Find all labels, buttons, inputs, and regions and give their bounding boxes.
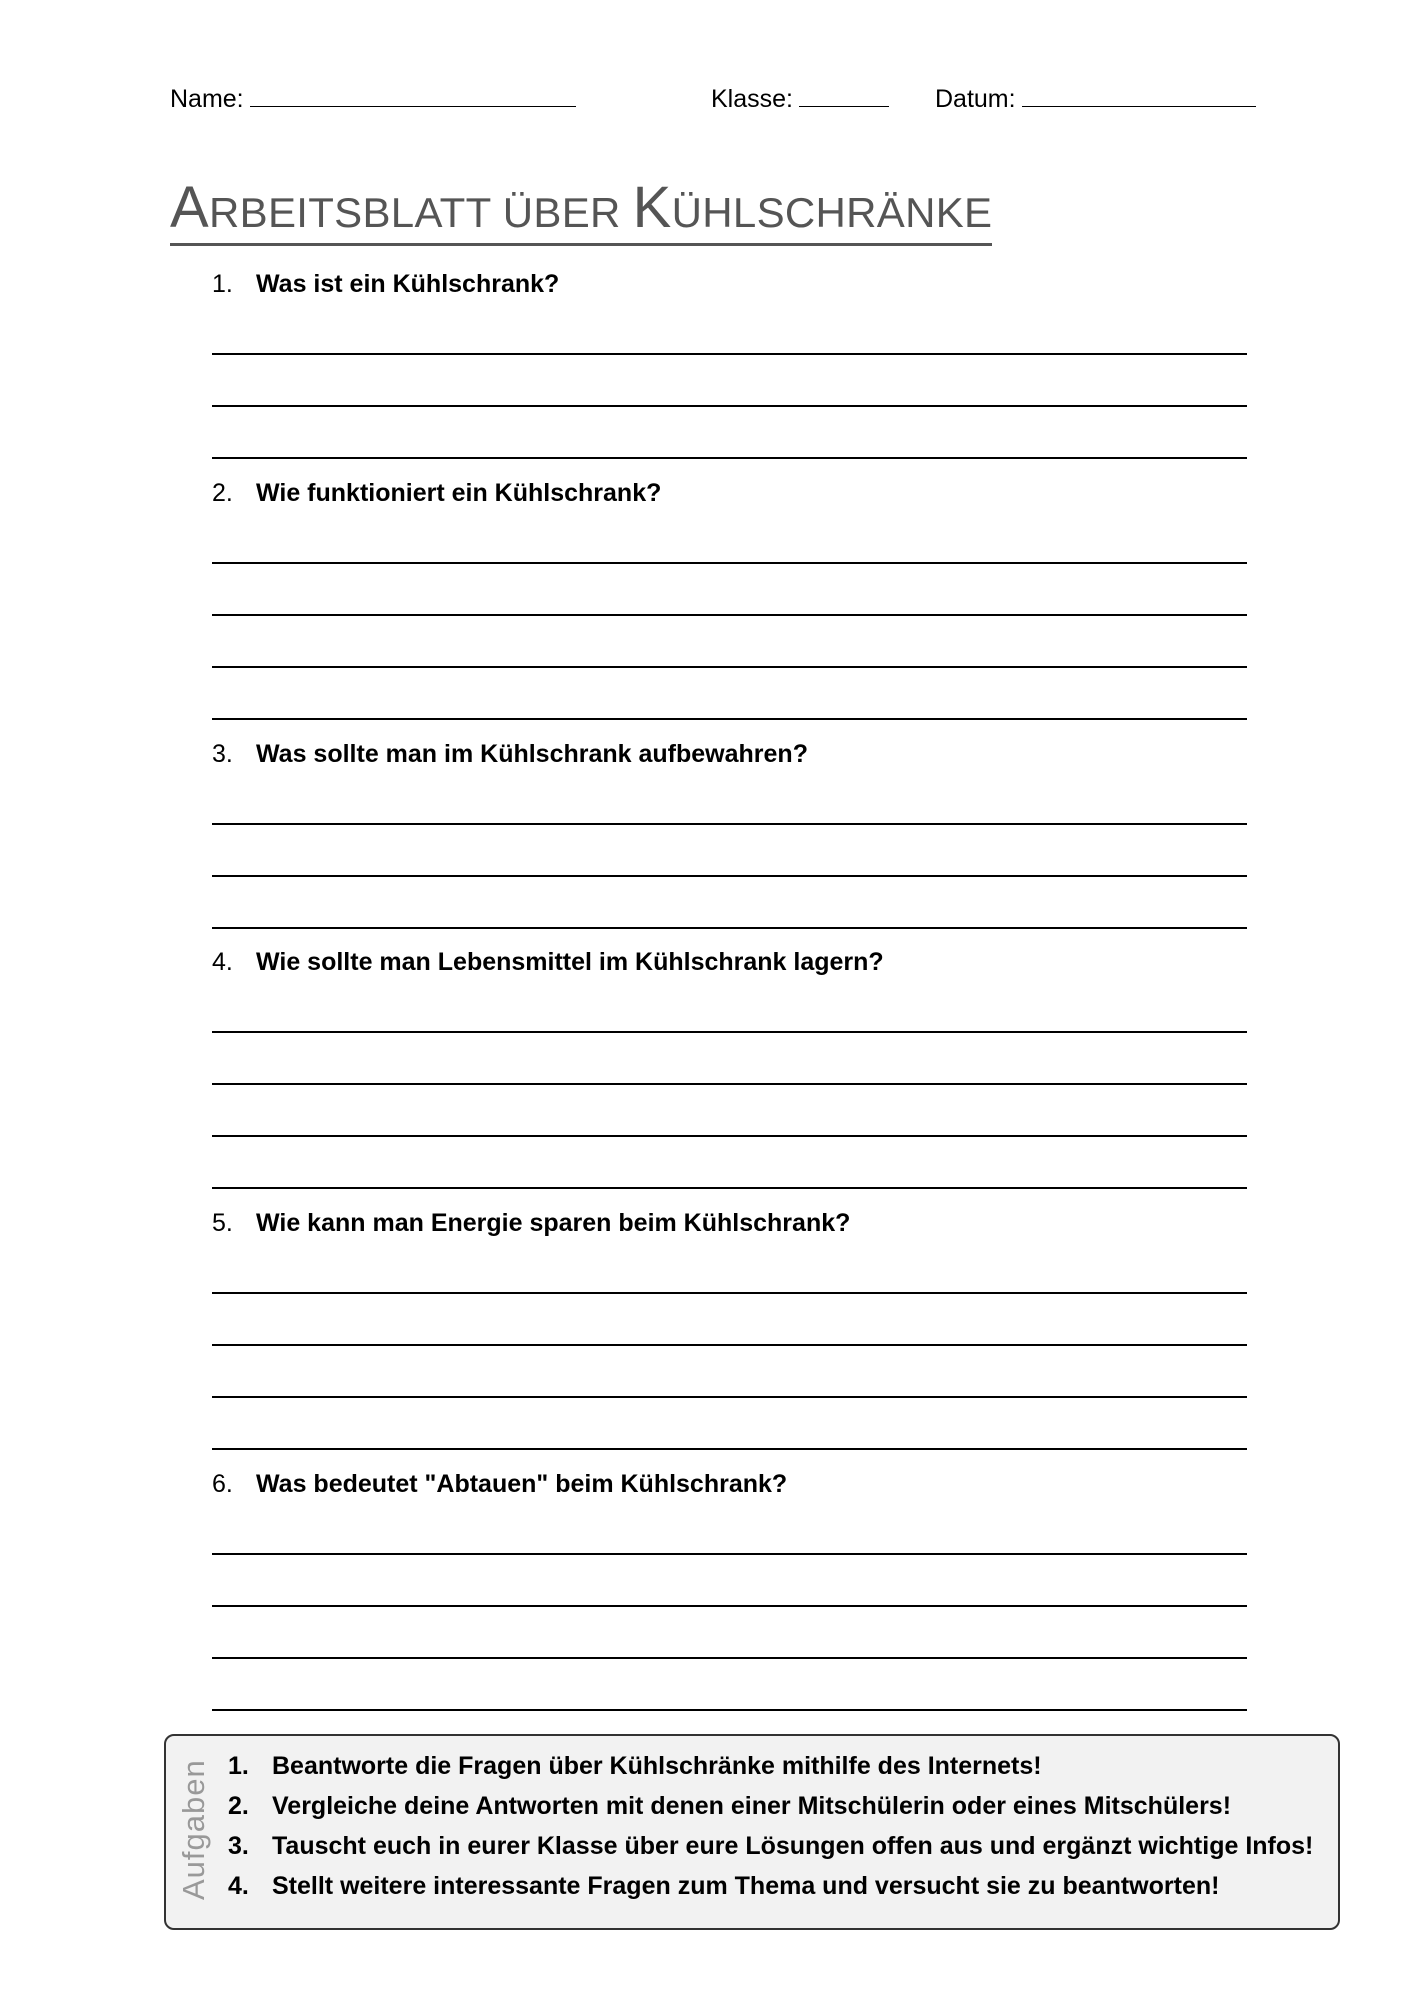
task-item: 4. Stellt weitere interessante Fragen zum Thema und versucht sie zu beantworten! [228, 1872, 1220, 1900]
class-label: Klasse: [711, 85, 793, 113]
date-label: Datum: [935, 85, 1016, 113]
answer-line[interactable] [212, 1344, 1247, 1346]
student-info-header [170, 84, 1260, 120]
answer-line[interactable] [212, 1553, 1247, 1555]
answer-line[interactable] [212, 353, 1247, 355]
question-text: 4. Wie sollte man Lebensmittel im Kühlschrank lagern? [212, 948, 884, 976]
class-input-line[interactable] [799, 84, 889, 107]
tasks-box-label: Aufgaben [176, 1759, 211, 1900]
page-title: ARBEITSBLATT ÜBER KÜHLSCHRÄNKE [170, 178, 992, 246]
question-4 [212, 948, 1247, 988]
answer-line[interactable] [212, 1709, 1247, 1711]
answer-line[interactable] [212, 1083, 1247, 1085]
answer-line[interactable] [212, 823, 1247, 825]
class-field[interactable] [711, 84, 889, 114]
question-6 [212, 1470, 1247, 1510]
name-label: Name: [170, 85, 244, 113]
question-text: 2. Wie funktioniert ein Kühlschrank? [212, 479, 662, 507]
answer-line[interactable] [212, 1657, 1247, 1659]
answer-line[interactable] [212, 1187, 1247, 1189]
answer-line[interactable] [212, 666, 1247, 668]
answer-line[interactable] [212, 1292, 1247, 1294]
answer-line[interactable] [212, 1605, 1247, 1607]
tasks-box [164, 1734, 1340, 1930]
question-1 [212, 270, 1247, 310]
question-5 [212, 1209, 1247, 1249]
question-2 [212, 479, 1247, 519]
tasks-list [228, 1746, 1313, 1906]
answer-line[interactable] [212, 1448, 1247, 1450]
date-input-line[interactable] [1022, 84, 1256, 107]
answer-line[interactable] [212, 614, 1247, 616]
question-3 [212, 740, 1247, 780]
answer-line[interactable] [212, 1135, 1247, 1137]
question-text: 3. Was sollte man im Kühlschrank aufbewahren? [212, 740, 808, 768]
task-item: 1. Beantworte die Fragen über Kühlschränke mithilfe des Internets! [228, 1752, 1042, 1780]
name-input-line[interactable] [250, 84, 576, 107]
answer-line[interactable] [212, 1396, 1247, 1398]
task-item: 3. Tauscht euch in eurer Klasse über eure Lösungen offen aus und ergänzt wichtige Infos! [228, 1832, 1314, 1860]
name-field[interactable] [170, 84, 576, 114]
question-text: 1. Was ist ein Kühlschrank? [212, 270, 560, 298]
question-text: 6. Was bedeutet "Abtauen" beim Kühlschrank? [212, 1470, 788, 1498]
task-item: 2. Vergleiche deine Antworten mit denen einer Mitschülerin oder eines Mitschülers! [228, 1792, 1232, 1820]
answer-line[interactable] [212, 927, 1247, 929]
question-text: 5. Wie kann man Energie sparen beim Kühlschrank? [212, 1209, 851, 1237]
answer-line[interactable] [212, 718, 1247, 720]
answer-line[interactable] [212, 405, 1247, 407]
answer-line[interactable] [212, 1031, 1247, 1033]
answer-line[interactable] [212, 562, 1247, 564]
date-field[interactable] [935, 84, 1256, 114]
answer-line[interactable] [212, 875, 1247, 877]
answer-line[interactable] [212, 457, 1247, 459]
